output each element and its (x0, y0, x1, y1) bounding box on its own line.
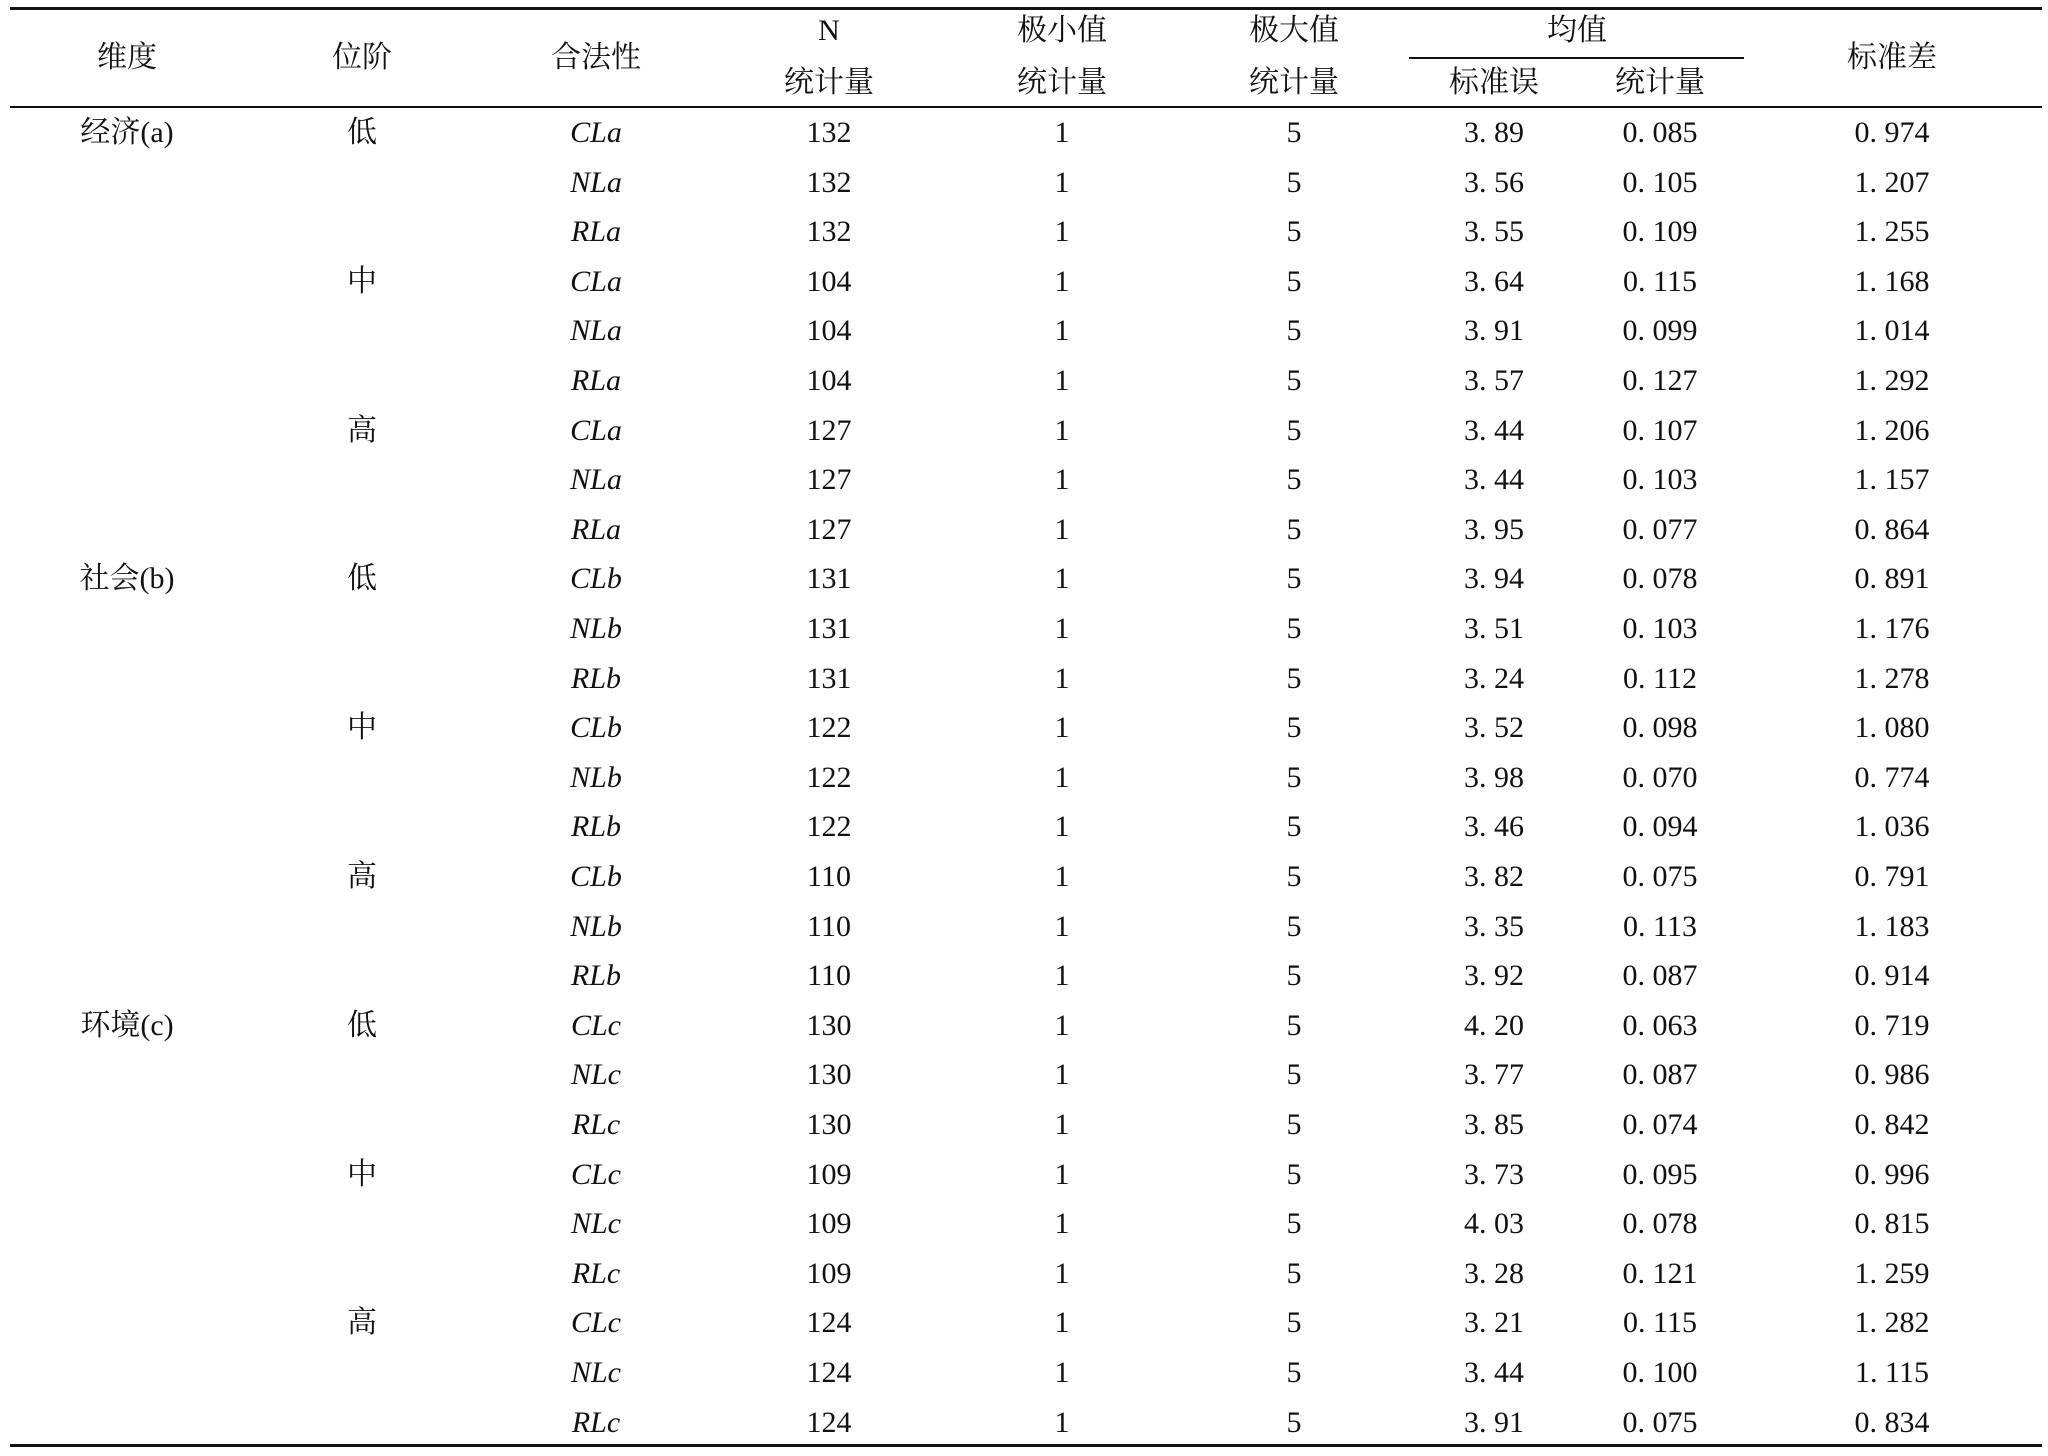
cell-max: 5 (1286, 810, 1302, 844)
cell-std-dev: 1. 080 (1854, 711, 1930, 745)
cell-max: 5 (1286, 612, 1302, 645)
cell-min: 1 (1054, 959, 1070, 993)
cell-mean: 3. 44 (1464, 413, 1524, 447)
cell-legality: CLb (570, 562, 622, 596)
cell-n: 124 (806, 1405, 852, 1439)
table-row (0, 306, 2048, 356)
cell-std-dev: 1. 036 (1854, 810, 1930, 844)
cell-std-error: 0. 115 (1623, 264, 1697, 298)
cell-std-dev: 0. 719 (1854, 1008, 1930, 1042)
cell-mean: 3. 55 (1464, 215, 1524, 249)
cell-n: 122 (806, 760, 852, 794)
cell-n: 109 (806, 1207, 852, 1241)
cell-n: 127 (806, 512, 852, 546)
cell-mean: 3. 51 (1464, 612, 1524, 645)
cell-legality: RLc (571, 1405, 621, 1439)
cell-std-error: 0. 085 (1622, 116, 1698, 149)
cell-n: 127 (806, 413, 852, 447)
cell-n: 109 (806, 1256, 852, 1290)
cell-std-dev: 0. 891 (1854, 562, 1930, 596)
cell-std-error: 0. 098 (1622, 711, 1698, 745)
cell-n: 130 (806, 1108, 852, 1141)
header-max: 极大值 (1249, 14, 1339, 47)
cell-min: 1 (1054, 1058, 1070, 1092)
cell-mean: 3. 64 (1464, 264, 1524, 298)
cell-max: 5 (1286, 1157, 1302, 1191)
cell-legality: CLc (570, 1008, 622, 1042)
cell-rank: 中 (347, 264, 377, 298)
cell-min: 1 (1054, 760, 1070, 794)
cell-max: 5 (1286, 1108, 1302, 1141)
cell-std-error: 0. 095 (1622, 1157, 1698, 1191)
table-row (0, 207, 2048, 257)
cell-min: 1 (1054, 215, 1070, 249)
cell-legality: CLa (570, 413, 622, 447)
cell-mean: 3. 44 (1464, 1356, 1524, 1389)
cell-rank: 低 (347, 116, 377, 149)
cell-max: 5 (1286, 264, 1302, 298)
cell-std-dev: 0. 864 (1854, 512, 1930, 546)
cell-max: 5 (1286, 1356, 1302, 1389)
cell-n: 131 (806, 562, 852, 596)
cell-std-error: 0. 121 (1622, 1256, 1698, 1290)
cell-rank: 高 (347, 860, 377, 893)
cell-mean: 3. 91 (1464, 314, 1524, 348)
cell-max: 5 (1286, 215, 1302, 249)
cell-legality: NLc (570, 1207, 622, 1241)
table-row (0, 1249, 2048, 1299)
table-row (0, 1150, 2048, 1200)
cell-n: 124 (806, 1356, 852, 1389)
cell-std-error: 0. 087 (1622, 1058, 1698, 1092)
cell-std-dev: 0. 842 (1854, 1108, 1930, 1141)
cell-min: 1 (1054, 1405, 1070, 1439)
table-row (0, 455, 2048, 505)
cell-n: 104 (806, 264, 852, 298)
cell-rank: 高 (347, 1306, 377, 1340)
table-row (0, 505, 2048, 555)
cell-max: 5 (1286, 711, 1302, 745)
cell-legality: RLa (570, 215, 622, 249)
cell-mean: 3. 46 (1464, 810, 1524, 844)
cell-max: 5 (1286, 1306, 1302, 1340)
cell-mean: 3. 85 (1464, 1108, 1524, 1141)
header-max-stat: 统计量 (1249, 66, 1339, 99)
cell-legality: CLa (570, 264, 622, 298)
cell-std-error: 0. 115 (1623, 1306, 1697, 1340)
header-mean-sub-1: 标准误 (1449, 66, 1539, 99)
cell-std-error: 0. 070 (1622, 760, 1698, 794)
cell-legality: CLc (570, 1157, 622, 1191)
cell-std-dev: 0. 986 (1854, 1058, 1930, 1092)
table-row (0, 604, 2048, 654)
cell-n: 130 (806, 1058, 852, 1092)
cell-n: 104 (806, 314, 852, 348)
cell-max: 5 (1286, 364, 1302, 397)
cell-max: 5 (1286, 314, 1302, 348)
header-legality: 合法性 (551, 41, 641, 74)
cell-n: 124 (806, 1306, 852, 1340)
cell-std-error: 0. 109 (1622, 215, 1698, 249)
cell-n: 132 (806, 116, 852, 149)
cell-std-dev: 0. 914 (1854, 959, 1930, 993)
cell-n: 130 (806, 1008, 852, 1042)
cell-std-error: 0. 075 (1622, 860, 1698, 893)
cell-legality: NLc (570, 1356, 622, 1389)
cell-mean: 3. 52 (1464, 711, 1524, 745)
cell-min: 1 (1054, 810, 1070, 844)
cell-legality: NLa (570, 314, 622, 348)
cell-std-error: 0. 107 (1622, 413, 1698, 447)
cell-max: 5 (1286, 1256, 1302, 1290)
cell-std-dev: 0. 974 (1854, 116, 1930, 149)
cell-std-dev: 0. 791 (1854, 860, 1930, 893)
cell-legality: NLa (570, 463, 622, 497)
cell-min: 1 (1054, 1108, 1070, 1141)
cell-max: 5 (1286, 959, 1302, 993)
cell-std-error: 0. 078 (1622, 1207, 1698, 1241)
header-dimension: 维度 (97, 41, 157, 74)
cell-std-error: 0. 074 (1622, 1108, 1698, 1141)
cell-mean: 3. 56 (1464, 165, 1524, 199)
cell-legality: RLc (571, 1108, 621, 1141)
cell-n: 109 (806, 1157, 852, 1191)
table-row (0, 753, 2048, 803)
cell-mean: 3. 94 (1464, 562, 1524, 596)
cell-std-error: 0. 077 (1622, 512, 1698, 546)
cell-mean: 3. 44 (1464, 463, 1524, 497)
cell-min: 1 (1054, 1256, 1070, 1290)
header-min-stat: 统计量 (1017, 66, 1107, 99)
cell-std-error: 0. 087 (1622, 959, 1698, 993)
cell-mean: 3. 24 (1464, 661, 1524, 695)
table-row (0, 703, 2048, 753)
cell-n: 110 (807, 860, 851, 893)
cell-dimension: 环境(c) (80, 1008, 174, 1042)
cell-rank: 低 (347, 562, 377, 596)
cell-legality: NLb (570, 909, 622, 943)
table-row (0, 108, 2048, 158)
cell-std-error: 0. 113 (1623, 909, 1697, 943)
cell-n: 127 (806, 463, 852, 497)
cell-legality: NLb (570, 612, 622, 645)
header-mean: 均值 (1547, 14, 1607, 47)
header-rank: 位阶 (332, 41, 392, 74)
cell-std-dev: 1. 292 (1854, 364, 1930, 397)
cell-legality: RLc (571, 1256, 621, 1290)
table-row (0, 951, 2048, 1001)
cell-std-dev: 1. 259 (1854, 1256, 1930, 1290)
cell-mean: 4. 20 (1464, 1008, 1524, 1042)
cell-mean: 3. 89 (1464, 116, 1524, 149)
cell-rank: 低 (347, 1008, 377, 1042)
header-n: N (818, 14, 840, 47)
cell-min: 1 (1054, 116, 1070, 149)
bottom-rule (10, 1444, 2042, 1447)
table-row (0, 1398, 2048, 1448)
cell-min: 1 (1054, 1157, 1070, 1191)
cell-dimension: 经济(a) (80, 116, 174, 149)
table-row (0, 356, 2048, 406)
cell-legality: NLa (570, 165, 622, 199)
table-row (0, 1050, 2048, 1100)
cell-std-error: 0. 099 (1622, 314, 1698, 348)
cell-n: 122 (806, 810, 852, 844)
header-n-stat: 统计量 (784, 66, 874, 99)
cell-max: 5 (1286, 860, 1302, 893)
cell-std-dev: 1. 168 (1854, 264, 1930, 298)
cell-mean: 3. 57 (1464, 364, 1524, 397)
table-row (0, 257, 2048, 307)
cell-std-dev: 1. 207 (1854, 165, 1930, 199)
table-row (0, 902, 2048, 952)
cell-n: 131 (806, 612, 852, 645)
cell-min: 1 (1054, 860, 1070, 893)
table-row (0, 554, 2048, 604)
table-row (0, 158, 2048, 208)
cell-min: 1 (1054, 1008, 1070, 1042)
cell-max: 5 (1286, 165, 1302, 199)
cell-rank: 高 (347, 413, 377, 447)
cell-legality: RLa (570, 512, 622, 546)
cell-n: 110 (807, 909, 851, 943)
cell-legality: NLc (570, 1058, 622, 1092)
table-row (0, 406, 2048, 456)
header-mean-sub-2: 统计量 (1615, 66, 1705, 99)
cell-legality: CLb (570, 860, 622, 893)
cell-legality: CLb (570, 711, 622, 745)
table-row (0, 1348, 2048, 1398)
cell-mean: 3. 77 (1464, 1058, 1524, 1092)
cell-min: 1 (1054, 1306, 1070, 1340)
cell-min: 1 (1054, 413, 1070, 447)
cell-max: 5 (1286, 1405, 1302, 1439)
cell-std-dev: 0. 815 (1854, 1207, 1930, 1241)
cell-rank: 中 (347, 1157, 377, 1191)
cell-max: 5 (1286, 760, 1302, 794)
cell-std-dev: 1. 282 (1854, 1306, 1930, 1340)
cell-std-dev: 1. 278 (1854, 661, 1930, 695)
cell-std-dev: 1. 206 (1854, 413, 1930, 447)
cell-legality: CLa (570, 116, 622, 149)
table-row (0, 852, 2048, 902)
cell-min: 1 (1054, 909, 1070, 943)
cell-std-error: 0. 075 (1622, 1405, 1698, 1439)
cell-mean: 3. 28 (1464, 1256, 1524, 1290)
cell-legality: RLa (570, 364, 622, 397)
cell-min: 1 (1054, 612, 1070, 645)
cell-std-error: 0. 103 (1622, 612, 1698, 645)
cell-max: 5 (1286, 1008, 1302, 1042)
cell-std-dev: 0. 996 (1854, 1157, 1930, 1191)
cell-legality: RLb (570, 959, 622, 993)
cell-max: 5 (1286, 463, 1302, 497)
cell-std-error: 0. 105 (1622, 165, 1698, 199)
cell-std-dev: 0. 834 (1854, 1405, 1930, 1439)
cell-legality: RLb (570, 661, 622, 695)
cell-std-dev: 0. 774 (1854, 760, 1930, 794)
table-row (0, 654, 2048, 704)
cell-std-error: 0. 103 (1622, 463, 1698, 497)
cell-min: 1 (1054, 364, 1070, 397)
cell-dimension: 社会(b) (79, 562, 175, 596)
header-std-dev: 标准差 (1847, 41, 1937, 74)
cell-n: 132 (806, 215, 852, 249)
cell-rank: 中 (347, 711, 377, 745)
cell-n: 131 (806, 661, 852, 695)
cell-mean: 3. 82 (1464, 860, 1524, 893)
table-row (0, 1001, 2048, 1051)
table-row (0, 802, 2048, 852)
cell-mean: 3. 92 (1464, 959, 1524, 993)
cell-max: 5 (1286, 512, 1302, 546)
table-row (0, 1100, 2048, 1150)
cell-min: 1 (1054, 1356, 1070, 1389)
table-row (0, 1199, 2048, 1249)
cell-std-error: 0. 063 (1622, 1008, 1698, 1042)
header-min: 极小值 (1017, 14, 1107, 47)
cell-mean: 3. 98 (1464, 760, 1524, 794)
cell-n: 104 (806, 364, 852, 397)
cell-mean: 3. 91 (1464, 1405, 1524, 1439)
cell-std-dev: 1. 183 (1854, 909, 1930, 943)
cell-legality: CLc (570, 1306, 622, 1340)
cell-std-dev: 1. 255 (1854, 215, 1930, 249)
cell-min: 1 (1054, 463, 1070, 497)
cell-std-error: 0. 127 (1622, 364, 1698, 397)
cell-mean: 4. 03 (1464, 1207, 1524, 1241)
cell-mean: 3. 35 (1464, 909, 1524, 943)
cell-n: 132 (806, 165, 852, 199)
cell-mean: 3. 21 (1464, 1306, 1524, 1340)
cell-min: 1 (1054, 165, 1070, 199)
cell-std-dev: 1. 157 (1854, 463, 1930, 497)
cell-std-dev: 1. 115 (1855, 1356, 1929, 1389)
cell-mean: 3. 95 (1464, 512, 1524, 546)
cell-min: 1 (1054, 314, 1070, 348)
cell-legality: NLb (570, 760, 622, 794)
cell-legality: RLb (570, 810, 622, 844)
table-row (0, 1298, 2048, 1348)
cell-max: 5 (1286, 116, 1302, 149)
cell-max: 5 (1286, 909, 1302, 943)
cell-mean: 3. 73 (1464, 1157, 1524, 1191)
cell-max: 5 (1286, 661, 1302, 695)
cell-min: 1 (1054, 661, 1070, 695)
cell-min: 1 (1054, 512, 1070, 546)
cell-min: 1 (1054, 264, 1070, 298)
cell-std-error: 0. 078 (1622, 562, 1698, 596)
cell-n: 122 (806, 711, 852, 745)
cell-max: 5 (1286, 1207, 1302, 1241)
cell-std-error: 0. 094 (1622, 810, 1698, 844)
cell-std-error: 0. 112 (1623, 661, 1697, 695)
cell-min: 1 (1054, 711, 1070, 745)
cell-std-error: 0. 100 (1622, 1356, 1698, 1389)
cell-max: 5 (1286, 413, 1302, 447)
cell-std-dev: 1. 014 (1854, 314, 1930, 348)
cell-n: 110 (807, 959, 851, 993)
cell-max: 5 (1286, 1058, 1302, 1092)
cell-std-dev: 1. 176 (1854, 612, 1930, 645)
cell-min: 1 (1054, 1207, 1070, 1241)
cell-max: 5 (1286, 562, 1302, 596)
cell-min: 1 (1054, 562, 1070, 596)
